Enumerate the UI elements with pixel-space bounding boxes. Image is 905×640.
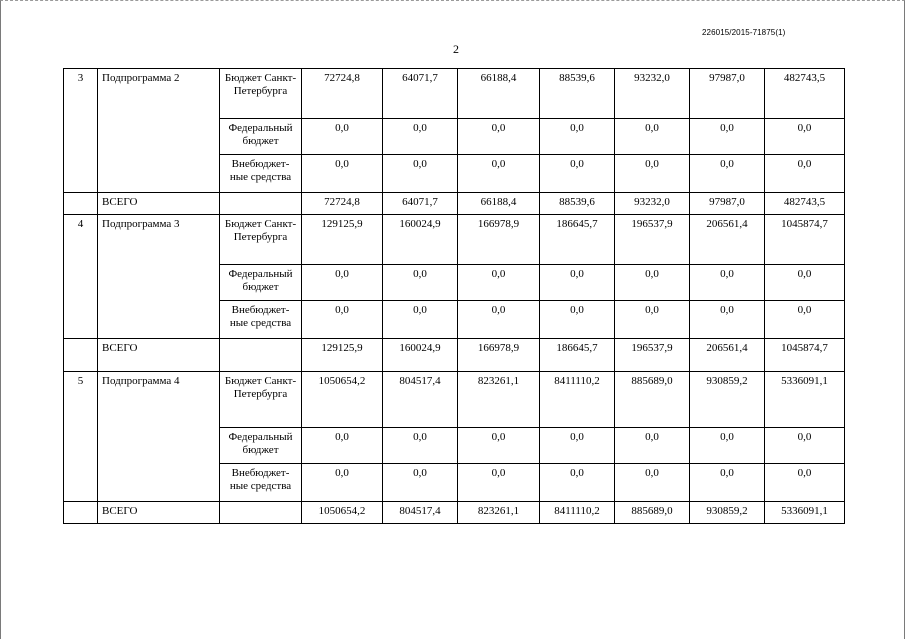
value-cell: 0,0 (540, 464, 615, 502)
value-cell: 0,0 (540, 301, 615, 339)
subprogram-name: Подпрограмма 3 (98, 215, 220, 339)
value-cell: 8411110,2 (540, 372, 615, 428)
table-row (64, 69, 845, 119)
value-cell: 1050654,2 (302, 502, 383, 524)
value-cell: 64071,7 (383, 69, 458, 119)
value-cell: 0,0 (615, 464, 690, 502)
funding-source (220, 502, 302, 524)
value-cell: 930859,2 (690, 502, 765, 524)
value-cell: 1050654,2 (302, 372, 383, 428)
value-cell: 97987,0 (690, 69, 765, 119)
value-cell: 0,0 (690, 119, 765, 155)
empty-cell (64, 193, 98, 215)
funding-source (220, 339, 302, 372)
table-row (64, 372, 845, 428)
total-value-cell: 482743,5 (765, 69, 845, 119)
value-cell: 0,0 (540, 155, 615, 193)
value-cell: 0,0 (615, 119, 690, 155)
value-cell: 72724,8 (302, 69, 383, 119)
total-value-cell: 0,0 (765, 301, 845, 339)
value-cell: 166978,9 (458, 215, 540, 265)
total-value-cell: 482743,5 (765, 193, 845, 215)
value-cell: 72724,8 (302, 193, 383, 215)
value-cell: 129125,9 (302, 215, 383, 265)
value-cell: 0,0 (458, 155, 540, 193)
value-cell: 196537,9 (615, 215, 690, 265)
total-value-cell: 0,0 (765, 155, 845, 193)
value-cell: 93232,0 (615, 193, 690, 215)
value-cell: 64071,7 (383, 193, 458, 215)
value-cell: 0,0 (615, 301, 690, 339)
value-cell: 0,0 (302, 155, 383, 193)
value-cell: 0,0 (690, 428, 765, 464)
value-cell: 0,0 (458, 464, 540, 502)
funding-source: Федеральный бюджет (220, 119, 302, 155)
total-label: ВСЕГО (98, 502, 220, 524)
value-cell: 0,0 (615, 155, 690, 193)
value-cell: 0,0 (540, 119, 615, 155)
total-value-cell: 1045874,7 (765, 215, 845, 265)
value-cell: 0,0 (302, 464, 383, 502)
value-cell: 804517,4 (383, 502, 458, 524)
value-cell: 885689,0 (615, 502, 690, 524)
funding-source: Федеральный бюджет (220, 428, 302, 464)
total-value-cell: 0,0 (765, 119, 845, 155)
value-cell: 196537,9 (615, 339, 690, 372)
funding-source: Внебюджет-ные средства (220, 464, 302, 502)
value-cell: 0,0 (383, 119, 458, 155)
total-value-cell: 5336091,1 (765, 502, 845, 524)
value-cell: 206561,4 (690, 215, 765, 265)
row-number: 4 (64, 215, 98, 339)
table-row (64, 215, 845, 265)
total-value-cell: 0,0 (765, 265, 845, 301)
value-cell: 0,0 (383, 428, 458, 464)
total-row (64, 339, 845, 372)
row-number: 3 (64, 69, 98, 193)
value-cell: 66188,4 (458, 69, 540, 119)
value-cell: 0,0 (302, 265, 383, 301)
value-cell: 0,0 (383, 265, 458, 301)
value-cell: 0,0 (383, 301, 458, 339)
value-cell: 186645,7 (540, 215, 615, 265)
value-cell: 0,0 (458, 428, 540, 464)
total-value-cell: 0,0 (765, 464, 845, 502)
value-cell: 930859,2 (690, 372, 765, 428)
value-cell: 0,0 (302, 428, 383, 464)
value-cell: 0,0 (458, 301, 540, 339)
subprogram-name: Подпрограмма 2 (98, 69, 220, 193)
budget-table (63, 68, 845, 524)
value-cell: 166978,9 (458, 339, 540, 372)
total-value-cell: 1045874,7 (765, 339, 845, 372)
value-cell: 0,0 (540, 428, 615, 464)
funding-source: Бюджет Санкт-Петербурга (220, 372, 302, 428)
total-row (64, 502, 845, 524)
value-cell: 0,0 (690, 301, 765, 339)
total-label: ВСЕГО (98, 339, 220, 372)
value-cell: 0,0 (302, 301, 383, 339)
funding-source: Федеральный бюджет (220, 265, 302, 301)
value-cell: 0,0 (615, 428, 690, 464)
total-label: ВСЕГО (98, 193, 220, 215)
funding-source: Бюджет Санкт-Петербурга (220, 69, 302, 119)
value-cell: 97987,0 (690, 193, 765, 215)
value-cell: 186645,7 (540, 339, 615, 372)
value-cell: 160024,9 (383, 339, 458, 372)
value-cell: 823261,1 (458, 372, 540, 428)
empty-cell (64, 502, 98, 524)
value-cell: 66188,4 (458, 193, 540, 215)
value-cell: 0,0 (458, 119, 540, 155)
value-cell: 0,0 (383, 155, 458, 193)
total-value-cell: 5336091,1 (765, 372, 845, 428)
value-cell: 0,0 (615, 265, 690, 301)
value-cell: 0,0 (302, 119, 383, 155)
value-cell: 0,0 (458, 265, 540, 301)
value-cell: 206561,4 (690, 339, 765, 372)
value-cell: 0,0 (690, 155, 765, 193)
row-number: 5 (64, 372, 98, 502)
value-cell: 8411110,2 (540, 502, 615, 524)
value-cell: 93232,0 (615, 69, 690, 119)
subprogram-name: Подпрограмма 4 (98, 372, 220, 502)
value-cell: 0,0 (383, 464, 458, 502)
funding-source: Бюджет Санкт-Петербурга (220, 215, 302, 265)
funding-source: Внебюджет-ные средства (220, 155, 302, 193)
page-number: 2 (453, 42, 459, 56)
value-cell: 804517,4 (383, 372, 458, 428)
total-row (64, 193, 845, 215)
funding-source: Внебюджет-ные средства (220, 301, 302, 339)
total-value-cell: 0,0 (765, 428, 845, 464)
value-cell: 0,0 (690, 464, 765, 502)
empty-cell (64, 339, 98, 372)
value-cell: 0,0 (540, 265, 615, 301)
value-cell: 129125,9 (302, 339, 383, 372)
value-cell: 885689,0 (615, 372, 690, 428)
document-id: 226015/2015-71875(1) (702, 28, 786, 37)
value-cell: 160024,9 (383, 215, 458, 265)
value-cell: 88539,6 (540, 193, 615, 215)
funding-source (220, 193, 302, 215)
value-cell: 0,0 (690, 265, 765, 301)
value-cell: 823261,1 (458, 502, 540, 524)
value-cell: 88539,6 (540, 69, 615, 119)
